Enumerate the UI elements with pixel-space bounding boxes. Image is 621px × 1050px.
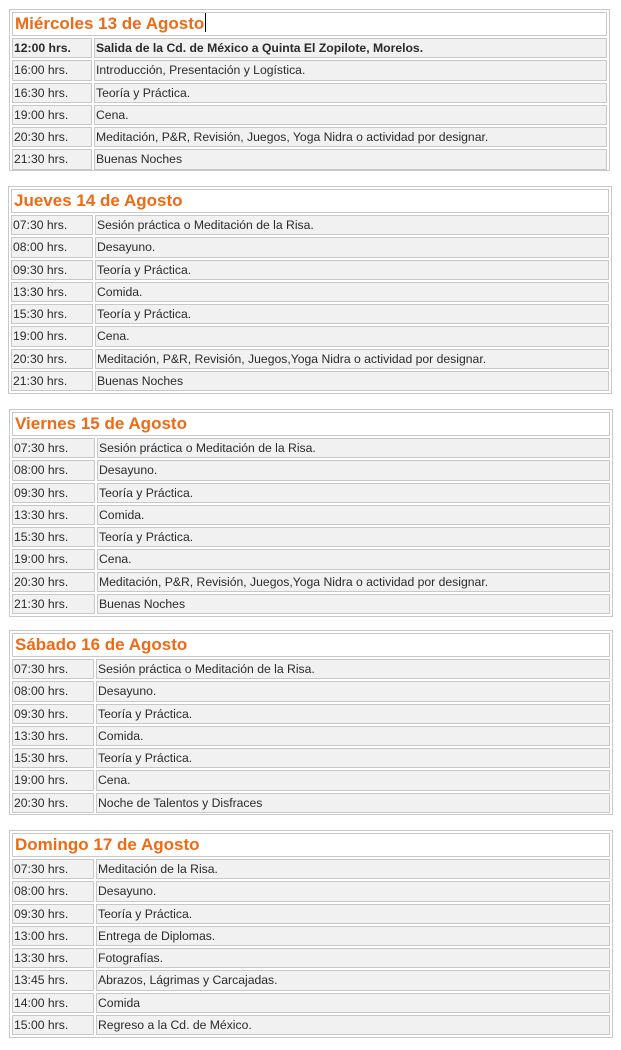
- day-block-jueves: [8, 186, 612, 394]
- time-cell[interactable]: 07:30 hrs.: [12, 859, 94, 879]
- activity-cell[interactable]: Buenas Noches: [94, 149, 607, 169]
- activity-cell[interactable]: Meditación de la Risa.: [96, 859, 610, 879]
- schedule-row: [12, 881, 610, 901]
- time-cell[interactable]: 13:45 hrs.: [12, 970, 94, 990]
- time-cell[interactable]: 08:00 hrs.: [12, 881, 94, 901]
- day-block-viernes: [9, 409, 613, 617]
- activity-cell[interactable]: Entrega de Diplomas.: [96, 926, 610, 946]
- activity-cell[interactable]: Desayuno.: [96, 881, 610, 901]
- activity-cell[interactable]: Regreso a la Cd. de México.: [96, 1015, 610, 1035]
- time-cell[interactable]: 19:00 hrs.: [11, 326, 93, 346]
- day-title[interactable]: Sábado 16 de Agosto: [12, 633, 610, 657]
- schedule-row: [12, 726, 610, 746]
- schedule-row: [11, 326, 609, 346]
- schedule-row: [11, 371, 609, 391]
- time-cell[interactable]: 15:00 hrs.: [12, 1015, 94, 1035]
- schedule-row: [12, 38, 607, 58]
- activity-cell[interactable]: Buenas Noches: [97, 594, 610, 614]
- schedule-row: [11, 237, 609, 257]
- schedule-row: [12, 594, 610, 614]
- schedule-row: [12, 948, 610, 968]
- schedule-row: [12, 60, 607, 80]
- time-cell[interactable]: 20:30 hrs.: [12, 793, 94, 813]
- schedule-row: [12, 970, 610, 990]
- time-cell[interactable]: 15:30 hrs.: [11, 304, 93, 324]
- activity-cell[interactable]: Buenas Noches: [95, 371, 609, 391]
- schedule-row: [11, 215, 609, 235]
- day-block-domingo: [9, 830, 613, 1038]
- schedule-row: [12, 770, 610, 790]
- schedule-row: [12, 904, 610, 924]
- schedule-row: [12, 527, 610, 547]
- schedule-row: [11, 349, 609, 369]
- time-cell[interactable]: 21:30 hrs.: [11, 371, 93, 391]
- schedule-row: [12, 549, 610, 569]
- time-cell[interactable]: 16:30 hrs.: [12, 83, 92, 103]
- day-title[interactable]: Viernes 15 de Agosto: [12, 412, 610, 436]
- time-cell[interactable]: 14:00 hrs.: [12, 993, 94, 1013]
- activity-cell[interactable]: Sesión práctica o Meditación de la Risa.: [96, 659, 610, 679]
- time-cell[interactable]: 16:00 hrs.: [12, 60, 92, 80]
- activity-cell[interactable]: Cena.: [96, 770, 610, 790]
- activity-cell[interactable]: Comida.: [95, 282, 609, 302]
- activity-cell[interactable]: Teoría y Práctica.: [96, 904, 610, 924]
- schedule-row: [12, 859, 610, 879]
- time-cell[interactable]: 09:30 hrs.: [11, 260, 93, 280]
- time-cell[interactable]: 21:30 hrs.: [12, 149, 92, 169]
- activity-cell[interactable]: Desayuno.: [95, 237, 609, 257]
- time-cell[interactable]: 08:00 hrs.: [12, 681, 94, 701]
- activity-cell[interactable]: Cena.: [94, 105, 607, 125]
- schedule-row: [11, 282, 609, 302]
- text-cursor: [205, 13, 206, 32]
- activity-cell[interactable]: Teoría y Práctica.: [95, 260, 609, 280]
- time-cell[interactable]: 13:30 hrs.: [12, 948, 94, 968]
- time-cell[interactable]: 08:00 hrs.: [12, 460, 95, 480]
- day-title[interactable]: Jueves 14 de Agosto: [11, 189, 609, 213]
- time-cell[interactable]: 09:30 hrs.: [12, 704, 94, 724]
- activity-cell[interactable]: Noche de Talentos y Disfraces: [96, 793, 610, 813]
- time-cell[interactable]: 13:30 hrs.: [12, 505, 95, 525]
- activity-cell[interactable]: Teoría y Práctica.: [95, 304, 609, 324]
- activity-cell[interactable]: Comida.: [97, 505, 610, 525]
- time-cell[interactable]: 20:30 hrs.: [12, 127, 92, 147]
- activity-cell[interactable]: Teoría y Práctica.: [96, 704, 610, 724]
- schedule-row: [12, 704, 610, 724]
- schedule-row: [12, 83, 607, 103]
- activity-cell[interactable]: Teoría y Práctica.: [94, 83, 607, 103]
- schedule-row: [12, 149, 607, 169]
- time-cell[interactable]: 21:30 hrs.: [12, 594, 95, 614]
- schedule-row: [12, 127, 607, 147]
- schedule-row: [11, 304, 609, 324]
- activity-cell[interactable]: Sesión práctica o Meditación de la Risa.: [95, 215, 609, 235]
- schedule-row: [12, 659, 610, 679]
- time-cell[interactable]: 09:30 hrs.: [12, 483, 95, 503]
- time-cell[interactable]: 13:30 hrs.: [11, 282, 93, 302]
- activity-cell[interactable]: Teoría y Práctica.: [97, 527, 610, 547]
- day-title[interactable]: [12, 12, 607, 36]
- schedule-row: [12, 438, 610, 458]
- activity-cell[interactable]: Desayuno.: [96, 681, 610, 701]
- schedule-row: [12, 1015, 610, 1035]
- activity-cell[interactable]: Meditación, P&R, Revisión, Juegos,Yoga Nidra o actividad por designar.: [97, 572, 610, 592]
- schedule-row: [12, 681, 610, 701]
- time-cell[interactable]: 19:00 hrs.: [12, 105, 92, 125]
- day-block-miercoles: [9, 9, 610, 171]
- time-cell[interactable]: 15:30 hrs.: [12, 748, 94, 768]
- schedule-row: [12, 105, 607, 125]
- activity-cell[interactable]: Cena.: [97, 549, 610, 569]
- time-cell[interactable]: 13:30 hrs.: [12, 726, 94, 746]
- time-cell[interactable]: 09:30 hrs.: [12, 904, 94, 924]
- schedule-row: [12, 748, 610, 768]
- day-block-sabado: [9, 630, 613, 815]
- time-cell[interactable]: 08:00 hrs.: [11, 237, 93, 257]
- time-cell[interactable]: 07:30 hrs.: [11, 215, 93, 235]
- activity-cell[interactable]: Meditación, P&R, Revisión, Juegos, Yoga Nidra o actividad por designar.: [94, 127, 607, 147]
- activity-cell[interactable]: Fotografías.: [96, 948, 610, 968]
- time-cell[interactable]: 15:30 hrs.: [12, 527, 95, 547]
- time-cell[interactable]: 07:30 hrs.: [12, 659, 94, 679]
- activity-cell[interactable]: Introducción, Presentación y Logística.: [94, 60, 607, 80]
- day-title[interactable]: Domingo 17 de Agosto: [12, 833, 610, 857]
- schedule-row: [12, 505, 610, 525]
- activity-cell[interactable]: Meditación, P&R, Revisión, Juegos,Yoga Nidra o actividad por designar.: [95, 349, 609, 369]
- schedule-row: [12, 926, 610, 946]
- schedule-row: [12, 793, 610, 813]
- activity-cell[interactable]: Desayuno.: [97, 460, 610, 480]
- time-cell[interactable]: 19:00 hrs.: [12, 770, 94, 790]
- activity-cell[interactable]: Sesión práctica o Meditación de la Risa.: [97, 438, 610, 458]
- time-cell[interactable]: 12:00 hrs.: [12, 38, 92, 58]
- activity-cell[interactable]: Comida.: [96, 726, 610, 746]
- activity-cell[interactable]: Salida de la Cd. de México a Quinta El Zopilote, Morelos.: [94, 38, 607, 58]
- time-cell[interactable]: 13:00 hrs.: [12, 926, 94, 946]
- day-title-text: Miércoles 13 de Agosto: [15, 14, 205, 33]
- schedule-row: [12, 483, 610, 503]
- activity-cell[interactable]: Teoría y Práctica.: [97, 483, 610, 503]
- schedule-row: [12, 993, 610, 1013]
- time-cell[interactable]: 07:30 hrs.: [12, 438, 95, 458]
- activity-cell[interactable]: Abrazos, Lágrimas y Carcajadas.: [96, 970, 610, 990]
- schedule-row: [12, 460, 610, 480]
- schedule-row: [12, 572, 610, 592]
- time-cell[interactable]: 20:30 hrs.: [11, 349, 93, 369]
- activity-cell[interactable]: Cena.: [95, 326, 609, 346]
- activity-cell[interactable]: Teoría y Práctica.: [96, 748, 610, 768]
- schedule-row: [11, 260, 609, 280]
- time-cell[interactable]: 20:30 hrs.: [12, 572, 95, 592]
- time-cell[interactable]: 19:00 hrs.: [12, 549, 95, 569]
- activity-cell[interactable]: Comida: [96, 993, 610, 1013]
